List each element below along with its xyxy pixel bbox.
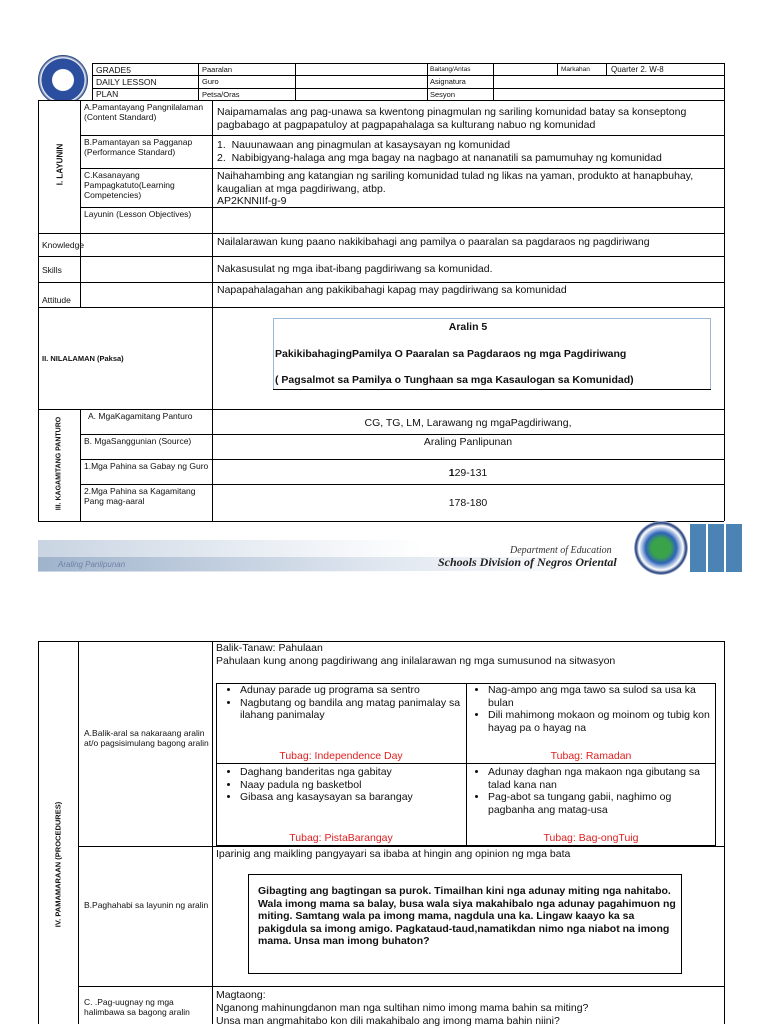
department-text: Department of Education — [510, 545, 612, 556]
performance-item-1: 1. Nauunawaan ang pinagmulan at kasaysayan ng komunidad — [217, 139, 511, 151]
balik-aral-label: A.Balik-aral sa nakaraang aralin at/o pagsisimulang bagong aralin — [84, 728, 209, 748]
story-text: Gibagting ang bagtingan sa purok. Timailhan kini nga adunay miting nga nahitabo. Wala imong mama sa balay, busa wala siya makahibalo nga adunay pagahimuon ng miting. Samtang wala pa imong mama, nagdula una ka. Lingaw kaayo ka sa pakigdula sa imong amigo. Pagkataud-taud,namatikdan nimo nga niabot na imong mama. Unsa man imong buhaton? — [258, 885, 676, 947]
pahulaan-box-2 — [470, 684, 710, 734]
attitude-label: Attitude — [42, 295, 71, 305]
pahulaan-box-4 — [470, 766, 710, 816]
pahulaan-box-1 — [222, 684, 462, 722]
performance-item-2: 2. Nabibigyang-halaga ang mga bagay na nagbago at nananatili sa pamumuhay ng komunidad — [217, 151, 662, 164]
kagamitang-panturo-value: CG, TG, LM, Larawang ng mgaPagdiriwang, — [364, 417, 572, 429]
skills-text: Nakasusulat ng mga ibat-ibang pagdiriwang sa komunidad. — [217, 263, 493, 275]
paghahabi-label: B.Paghahabi sa layunin ng aralin — [84, 900, 209, 910]
asignatura-label: Asignatura — [430, 77, 466, 86]
layunin-section-label: I. LAYUNIN — [55, 143, 65, 186]
baitang-label: Baitang/Antas — [430, 66, 471, 73]
question-2: Unsa man angmahitabo kon dili makahibalo ang imong mama bahin niini? — [216, 1015, 560, 1027]
answer-pista-barangay: Tubag: PistaBarangay — [289, 832, 393, 844]
paaralan-label: Paaralan — [202, 65, 233, 74]
pahulaan-instructions: Pahulaan kung anong pagdiriwang ang inilalarawan ng mga sumusunod na sitwasyon — [216, 655, 616, 667]
balik-tanaw-heading: Balik-Tanaw: Pahulaan — [216, 642, 323, 654]
clue-item: • Pag-abot sa tungang gabii, naghimo og pagbanha ang matag-usa — [488, 791, 710, 816]
gabay-guro-label: 1.Mga Pahina sa Gabay ng Guro — [84, 461, 209, 471]
objectives-label: Layunin (Lesson Objectives) — [84, 209, 192, 219]
answer-independence-day: Tubag: Independence Day — [279, 750, 403, 762]
clue-item: • Nag-ampo ang mga tawo sa sulod sa usa ka bulan — [488, 684, 710, 709]
clue-item: • Nagbutang og bandila ang matag panimalay sa ilahang panimalay — [240, 697, 462, 722]
gabay-guro-pages: 129-131 — [448, 467, 488, 479]
performance-standard-label: B.Pamantayan sa Pagganap (Performance Standard) — [84, 137, 193, 157]
clue-item: • Gibasa ang kasaysayan sa barangay — [240, 791, 462, 804]
clue-item: • Naay padula ng basketbol — [240, 779, 462, 792]
markahan-label: Markahan — [561, 66, 590, 73]
attitude-text: Napapahalagahan ang pakikibahagi kapag may pagdiriwang sa komunidad — [217, 284, 567, 296]
petsa-label: Petsa/Oras — [202, 90, 240, 99]
clue-item: • Dili mahimong mokaon og moinom og tubig kon hayag pa o hayag na — [488, 709, 710, 734]
deped-seal-logo — [38, 55, 88, 105]
knowledge-text: Nailalarawan kung paano nakikibahagi ang pamilya o paaralan sa pagdaraos ng pagdiriwang — [217, 236, 650, 248]
skills-label: Skills — [42, 265, 62, 275]
clue-item: • Adunay daghan nga makaon nga gibutang sa talad kana nan — [488, 766, 710, 791]
division-seal-logo — [634, 521, 688, 575]
plan-label: PLAN — [96, 89, 119, 99]
competency-text: Naihahambing ang katangian ng sariling komunidad tulad ng likas na yaman, produkto at hanapbuhay, kaugalian at mga pagdiriwang, atbp. AP2KNNIIf-g-9 — [217, 170, 694, 207]
aralin-number: Aralin 5 — [448, 321, 488, 333]
kagamitang-magaaral-pages: 178-180 — [448, 497, 488, 509]
guro-label: Guro — [202, 77, 219, 86]
clue-item: • Adunay parade ug programa sa sentro — [240, 684, 462, 697]
sanggunian-label: B. MgaSanggunian (Source) — [84, 436, 192, 446]
kagamitang-panturo-label: A. MgaKagamitang Panturo — [88, 411, 193, 421]
division-text: Schools Division of Negros Oriental — [438, 555, 617, 569]
performance-standard-list — [217, 139, 722, 164]
answer-bag-ong-tuig: Tubag: Bag-ongTuig — [543, 832, 639, 844]
quarter-value: Quarter 2. W-8 — [611, 65, 664, 74]
content-standard-label: A.Pamantayang Pangnilalaman (Content Standard) — [84, 102, 204, 122]
clue-item: • Daghang banderitas nga gabitay — [240, 766, 462, 779]
answer-ramadan: Tubag: Ramadan — [550, 750, 632, 762]
pahulaan-box-3 — [222, 766, 462, 804]
banner-subject-text: Araling Panlipunan — [58, 560, 126, 569]
sesyon-label: Sesyon — [430, 90, 456, 99]
dlp-label: DAILY LESSON — [96, 77, 157, 87]
knowledge-label: Knowledge — [42, 240, 85, 250]
kagamitang-section-label: III. KAGAMITANG PANTURO — [55, 416, 63, 511]
aralin-subtitle: ( Pagsalmot sa Pamilya o Tunghaan sa mga Kasaulogan sa Komunidad) — [275, 374, 634, 386]
grade-label: GRADE5 — [96, 65, 131, 75]
paghahabi-intro: Iparinig ang maikling pangyayari sa ibaba at hingin ang opinion ng mga bata — [216, 848, 571, 860]
kagamitang-magaaral-label: 2.Mga Pahina sa Kagamitang Pang mag-aaral — [84, 486, 196, 506]
nilalaman-label: II. NILALAMAN (Paksa) — [42, 354, 124, 363]
aralin-title: PakikibahagingPamilya O Paaralan sa Pagdaraos ng mga Pagdiriwang — [275, 348, 627, 360]
content-standard-text: Naipamamalas ang pag-unawa sa kwentong pinagmulan ng sariling komunidad batay sa konseptong pagbabago at pagpapatuloy at pagpapahalaga sa kulturang nabuo ng komunidad — [217, 106, 687, 131]
pamamaraan-section-label: IV. PAMAMARAAN (PROCEDURES) — [53, 801, 63, 928]
pag-uugnay-label: C. .Pag-uugnay ng mga halimbawa sa bagong aralin — [84, 997, 190, 1017]
competency-label: C.Kasanayang Pampagkatuto(Learning Competencies) — [84, 170, 175, 200]
banner-blocks — [690, 524, 742, 572]
sanggunian-value: Araling Panlipunan — [423, 436, 513, 448]
question-1: Nganong mahinungdanon man nga sultihan nimo imong mama bahin sa miting? — [216, 1002, 589, 1014]
magtaong-heading: Magtaong: — [216, 989, 266, 1001]
competency-code: AP2KNNIIf-g-9 — [217, 195, 287, 207]
